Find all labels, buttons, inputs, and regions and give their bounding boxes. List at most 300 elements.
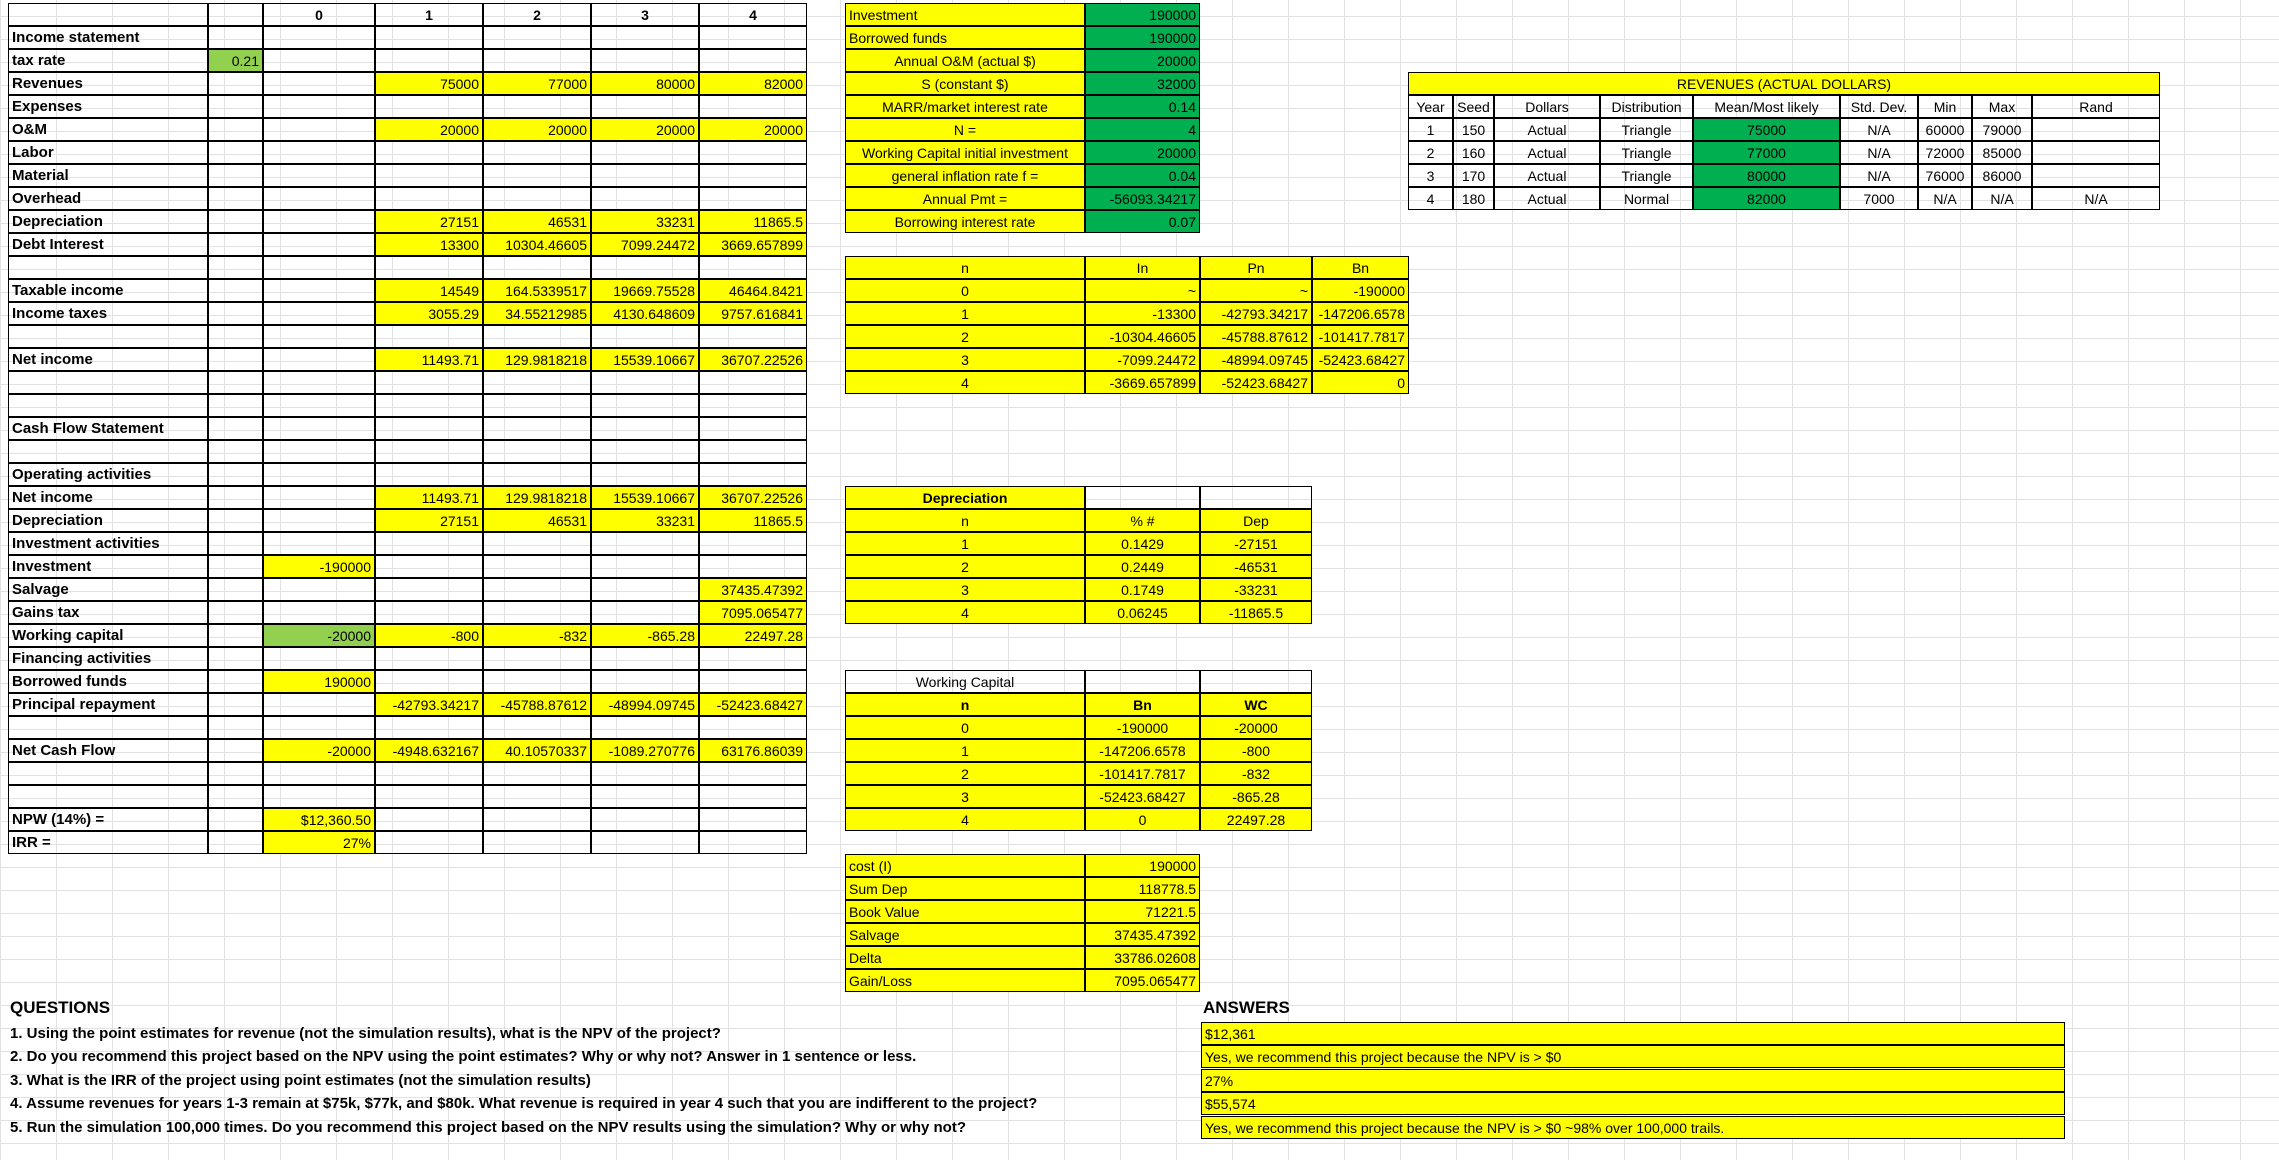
- grid-cell[interactable]: [8, 785, 208, 808]
- grid-cell[interactable]: [375, 95, 483, 118]
- grid-cell[interactable]: [263, 187, 375, 210]
- row-label[interactable]: Depreciation: [8, 509, 208, 532]
- taxable-income-cell[interactable]: 19669.75528: [591, 279, 699, 302]
- grid-cell[interactable]: [375, 555, 483, 578]
- grid-cell[interactable]: [375, 647, 483, 670]
- grid-cell[interactable]: [699, 95, 807, 118]
- revenues-cell[interactable]: Triangle: [1600, 118, 1693, 141]
- grid-cell[interactable]: [591, 601, 699, 624]
- loan-cell[interactable]: 2: [845, 325, 1085, 348]
- grid-cell[interactable]: [375, 417, 483, 440]
- wc-cell[interactable]: 0: [1085, 808, 1200, 831]
- grid-cell[interactable]: [8, 716, 208, 739]
- salvage-calc-value[interactable]: 7095.065477: [1085, 969, 1200, 992]
- revenues-cell[interactable]: 72000: [1918, 141, 1972, 164]
- grid-cell[interactable]: [1085, 486, 1200, 509]
- row-label[interactable]: Labor: [8, 141, 208, 164]
- principal-cell[interactable]: -52423.68427: [699, 693, 807, 716]
- grid-cell[interactable]: [699, 463, 807, 486]
- revenues-cell[interactable]: 150: [1453, 118, 1494, 141]
- grid-cell[interactable]: [375, 394, 483, 417]
- grid-cell[interactable]: [591, 785, 699, 808]
- row-label[interactable]: tax rate: [8, 49, 208, 72]
- revenues-cell[interactable]: 180: [1453, 187, 1494, 210]
- grid-cell[interactable]: [8, 440, 208, 463]
- param-label[interactable]: Working Capital initial investment: [845, 141, 1085, 164]
- grid-cell[interactable]: [208, 624, 263, 647]
- grid-cell[interactable]: [263, 302, 375, 325]
- revenues-cell[interactable]: Actual: [1494, 164, 1600, 187]
- depreciation-cell[interactable]: 33231: [591, 210, 699, 233]
- grid-cell[interactable]: [263, 440, 375, 463]
- revenues-cell[interactable]: 82000: [1693, 187, 1840, 210]
- grid-cell[interactable]: [699, 417, 807, 440]
- grid-cell[interactable]: [208, 440, 263, 463]
- grid-cell[interactable]: [208, 210, 263, 233]
- grid-cell[interactable]: [208, 601, 263, 624]
- investment-cell[interactable]: -190000: [263, 555, 375, 578]
- net-cash-flow-cell[interactable]: -4948.632167: [375, 739, 483, 762]
- grid-cell[interactable]: [591, 49, 699, 72]
- net-cash-flow-cell[interactable]: 40.10570337: [483, 739, 591, 762]
- revenues-cell[interactable]: 79000: [1972, 118, 2032, 141]
- grid-cell[interactable]: [263, 279, 375, 302]
- dep-cell[interactable]: -27151: [1200, 532, 1312, 555]
- cf-net-income-cell[interactable]: 36707.22526: [699, 486, 807, 509]
- grid-cell[interactable]: [483, 371, 591, 394]
- grid-cell[interactable]: [483, 187, 591, 210]
- row-label[interactable]: NPW (14%) =: [8, 808, 208, 831]
- grid-cell[interactable]: [208, 785, 263, 808]
- revenues-cell[interactable]: 75000: [1693, 118, 1840, 141]
- revenues-cell[interactable]: N/A: [1840, 118, 1918, 141]
- debt-interest-cell[interactable]: 7099.24472: [591, 233, 699, 256]
- revenues-cell[interactable]: N/A: [1840, 141, 1918, 164]
- salvage-cell[interactable]: 37435.47392: [699, 578, 807, 601]
- revenues-cell[interactable]: N/A: [1840, 164, 1918, 187]
- cf-net-income-cell[interactable]: 129.9818218: [483, 486, 591, 509]
- revenues-cell[interactable]: 4: [1408, 187, 1453, 210]
- param-label[interactable]: MARR/market interest rate: [845, 95, 1085, 118]
- grid-cell[interactable]: [208, 486, 263, 509]
- loan-cell[interactable]: 3: [845, 348, 1085, 371]
- row-label[interactable]: Operating activities: [8, 463, 208, 486]
- grid-cell[interactable]: [483, 555, 591, 578]
- revenues-cell[interactable]: Actual: [1494, 141, 1600, 164]
- revenues-cell[interactable]: Actual: [1494, 118, 1600, 141]
- cf-depreciation-cell[interactable]: 27151: [375, 509, 483, 532]
- wc-cell[interactable]: 4: [845, 808, 1085, 831]
- salvage-calc-value[interactable]: 37435.47392: [1085, 923, 1200, 946]
- wc-cell[interactable]: 3: [845, 785, 1085, 808]
- grid-cell[interactable]: [263, 325, 375, 348]
- revenues-cell[interactable]: 85000: [1972, 141, 2032, 164]
- revenues-cell[interactable]: 77000: [1693, 141, 1840, 164]
- working-capital-cell[interactable]: -800: [375, 624, 483, 647]
- grid-cell[interactable]: [375, 601, 483, 624]
- grid-cell[interactable]: [375, 463, 483, 486]
- grid-cell[interactable]: [375, 371, 483, 394]
- dep-cell[interactable]: 0.1429: [1085, 532, 1200, 555]
- revenues-cell[interactable]: 1: [1408, 118, 1453, 141]
- row-label[interactable]: Debt Interest: [8, 233, 208, 256]
- param-value[interactable]: 190000: [1085, 3, 1200, 26]
- grid-cell[interactable]: [483, 141, 591, 164]
- grid-cell[interactable]: [208, 716, 263, 739]
- grid-cell[interactable]: [208, 325, 263, 348]
- grid-cell[interactable]: [263, 118, 375, 141]
- answer-cell[interactable]: Yes, we recommend this project because the NPV is > $0 ~98% over 100,000 trails.: [1201, 1116, 2065, 1139]
- grid-cell[interactable]: [208, 578, 263, 601]
- loan-header[interactable]: In: [1085, 256, 1200, 279]
- working-capital-cell[interactable]: -20000: [263, 624, 375, 647]
- column-header[interactable]: 0: [263, 3, 375, 26]
- cf-net-income-cell[interactable]: 11493.71: [375, 486, 483, 509]
- grid-cell[interactable]: [591, 463, 699, 486]
- grid-cell[interactable]: [699, 785, 807, 808]
- salvage-calc-label[interactable]: cost (I): [845, 854, 1085, 877]
- grid-cell[interactable]: [591, 26, 699, 49]
- working-capital-cell[interactable]: -865.28: [591, 624, 699, 647]
- param-value[interactable]: 32000: [1085, 72, 1200, 95]
- debt-interest-cell[interactable]: 3669.657899: [699, 233, 807, 256]
- grid-cell[interactable]: [208, 72, 263, 95]
- revenues-cell[interactable]: Triangle: [1600, 164, 1693, 187]
- grid-cell[interactable]: [263, 417, 375, 440]
- header-blank[interactable]: [208, 3, 263, 26]
- grid-cell[interactable]: [263, 95, 375, 118]
- grid-cell[interactable]: [208, 417, 263, 440]
- grid-cell[interactable]: [208, 739, 263, 762]
- wc-cell[interactable]: -800: [1200, 739, 1312, 762]
- revenues-cell[interactable]: 170: [1453, 164, 1494, 187]
- dep-cell[interactable]: 1: [845, 532, 1085, 555]
- loan-cell[interactable]: -147206.6578: [1312, 302, 1409, 325]
- grid-cell[interactable]: [591, 394, 699, 417]
- revenue-cell[interactable]: 82000: [699, 72, 807, 95]
- loan-cell[interactable]: 4: [845, 371, 1085, 394]
- grid-cell[interactable]: [263, 509, 375, 532]
- revenues-cell[interactable]: Triangle: [1600, 141, 1693, 164]
- grid-cell[interactable]: [699, 187, 807, 210]
- param-value[interactable]: 20000: [1085, 49, 1200, 72]
- grid-cell[interactable]: [208, 348, 263, 371]
- revenues-cell[interactable]: 3: [1408, 164, 1453, 187]
- grid-cell[interactable]: [208, 532, 263, 555]
- dep-cell[interactable]: 0.06245: [1085, 601, 1200, 624]
- grid-cell[interactable]: [263, 463, 375, 486]
- row-label[interactable]: Depreciation: [8, 210, 208, 233]
- grid-cell[interactable]: [483, 440, 591, 463]
- grid-cell[interactable]: [263, 762, 375, 785]
- wc-cell[interactable]: 1: [845, 739, 1085, 762]
- grid-cell[interactable]: [483, 808, 591, 831]
- loan-cell[interactable]: -52423.68427: [1200, 371, 1312, 394]
- wc-cell[interactable]: -101417.7817: [1085, 762, 1200, 785]
- wc-cell[interactable]: 2: [845, 762, 1085, 785]
- net-income-cell[interactable]: 129.9818218: [483, 348, 591, 371]
- grid-cell[interactable]: [699, 670, 807, 693]
- grid-cell[interactable]: [208, 279, 263, 302]
- dep-cell[interactable]: 0.1749: [1085, 578, 1200, 601]
- principal-cell[interactable]: -48994.09745: [591, 693, 699, 716]
- grid-cell[interactable]: [699, 141, 807, 164]
- salvage-calc-label[interactable]: Delta: [845, 946, 1085, 969]
- grid-cell[interactable]: [375, 578, 483, 601]
- net-cash-flow-cell[interactable]: -1089.270776: [591, 739, 699, 762]
- loan-cell[interactable]: -42793.34217: [1200, 302, 1312, 325]
- grid-cell[interactable]: [208, 808, 263, 831]
- grid-cell[interactable]: [208, 118, 263, 141]
- grid-cell[interactable]: [1200, 486, 1312, 509]
- grid-cell[interactable]: [1200, 670, 1312, 693]
- wc-cell[interactable]: -147206.6578: [1085, 739, 1200, 762]
- grid-cell[interactable]: [375, 716, 483, 739]
- wc-cell[interactable]: -190000: [1085, 716, 1200, 739]
- grid-cell[interactable]: [483, 256, 591, 279]
- depreciation-cell[interactable]: 27151: [375, 210, 483, 233]
- revenues-cell[interactable]: 2: [1408, 141, 1453, 164]
- revenues-cell[interactable]: [2032, 118, 2160, 141]
- row-label[interactable]: Working capital: [8, 624, 208, 647]
- grid-cell[interactable]: [375, 785, 483, 808]
- column-header[interactable]: 1: [375, 3, 483, 26]
- depreciation-cell[interactable]: 46531: [483, 210, 591, 233]
- grid-cell[interactable]: [591, 187, 699, 210]
- wc-cell[interactable]: 0: [845, 716, 1085, 739]
- grid-cell[interactable]: [483, 394, 591, 417]
- grid-cell[interactable]: [208, 670, 263, 693]
- param-label[interactable]: Borrowing interest rate: [845, 210, 1085, 233]
- revenues-cell[interactable]: 7000: [1840, 187, 1918, 210]
- grid-cell[interactable]: [375, 26, 483, 49]
- revenues-header[interactable]: Year: [1408, 95, 1453, 118]
- row-label[interactable]: Net income: [8, 348, 208, 371]
- salvage-calc-label[interactable]: Book Value: [845, 900, 1085, 923]
- grid-cell[interactable]: [208, 509, 263, 532]
- om-cell[interactable]: 20000: [699, 118, 807, 141]
- revenues-cell[interactable]: [2032, 164, 2160, 187]
- grid-cell[interactable]: [483, 670, 591, 693]
- wc-cell[interactable]: -20000: [1200, 716, 1312, 739]
- grid-cell[interactable]: [208, 831, 263, 854]
- grid-cell[interactable]: [208, 233, 263, 256]
- row-label[interactable]: Financing activities: [8, 647, 208, 670]
- salvage-calc-label[interactable]: Sum Dep: [845, 877, 1085, 900]
- row-label[interactable]: Net Cash Flow: [8, 739, 208, 762]
- row-label[interactable]: Expenses: [8, 95, 208, 118]
- grid-cell[interactable]: [699, 26, 807, 49]
- net-income-cell[interactable]: 11493.71: [375, 348, 483, 371]
- grid-cell[interactable]: [208, 256, 263, 279]
- salvage-calc-value[interactable]: 190000: [1085, 854, 1200, 877]
- taxable-income-cell[interactable]: 46464.8421: [699, 279, 807, 302]
- dep-cell[interactable]: 4: [845, 601, 1085, 624]
- row-label[interactable]: Income taxes: [8, 302, 208, 325]
- grid-cell[interactable]: [375, 49, 483, 72]
- grid-cell[interactable]: [208, 164, 263, 187]
- grid-cell[interactable]: [483, 95, 591, 118]
- grid-cell[interactable]: [8, 762, 208, 785]
- grid-cell[interactable]: [591, 256, 699, 279]
- wc-header[interactable]: Bn: [1085, 693, 1200, 716]
- grid-cell[interactable]: [208, 693, 263, 716]
- grid-cell[interactable]: [263, 141, 375, 164]
- wc-cell[interactable]: -865.28: [1200, 785, 1312, 808]
- revenues-header[interactable]: Max: [1972, 95, 2032, 118]
- cf-net-income-cell[interactable]: 15539.10667: [591, 486, 699, 509]
- irr-value[interactable]: 27%: [263, 831, 375, 854]
- wc-header[interactable]: WC: [1200, 693, 1312, 716]
- grid-cell[interactable]: [591, 371, 699, 394]
- revenues-cell[interactable]: N/A: [2032, 187, 2160, 210]
- grid-cell[interactable]: [699, 762, 807, 785]
- dep-cell[interactable]: -11865.5: [1200, 601, 1312, 624]
- revenues-cell[interactable]: 160: [1453, 141, 1494, 164]
- grid-cell[interactable]: [263, 164, 375, 187]
- param-value[interactable]: 4: [1085, 118, 1200, 141]
- principal-cell[interactable]: -45788.87612: [483, 693, 591, 716]
- working-capital-cell[interactable]: -832: [483, 624, 591, 647]
- grid-cell[interactable]: [263, 72, 375, 95]
- grid-cell[interactable]: [208, 26, 263, 49]
- salvage-calc-label[interactable]: Salvage: [845, 923, 1085, 946]
- row-label[interactable]: O&M: [8, 118, 208, 141]
- grid-cell[interactable]: [591, 532, 699, 555]
- grid-cell[interactable]: [591, 95, 699, 118]
- grid-cell[interactable]: [208, 463, 263, 486]
- param-value[interactable]: -56093.34217: [1085, 187, 1200, 210]
- dep-cell[interactable]: 2: [845, 555, 1085, 578]
- param-value[interactable]: 190000: [1085, 26, 1200, 49]
- cf-depreciation-cell[interactable]: 46531: [483, 509, 591, 532]
- grid-cell[interactable]: [263, 49, 375, 72]
- answer-cell[interactable]: Yes, we recommend this project because the NPV is > $0: [1201, 1045, 2065, 1068]
- header-blank[interactable]: [8, 3, 208, 26]
- grid-cell[interactable]: [591, 716, 699, 739]
- grid-cell[interactable]: [8, 394, 208, 417]
- revenues-cell[interactable]: 80000: [1693, 164, 1840, 187]
- loan-cell[interactable]: -7099.24472: [1085, 348, 1200, 371]
- grid-cell[interactable]: [8, 371, 208, 394]
- grid-cell[interactable]: [483, 164, 591, 187]
- grid-cell[interactable]: [483, 417, 591, 440]
- grid-cell[interactable]: [699, 325, 807, 348]
- dep-cell[interactable]: 0.2449: [1085, 555, 1200, 578]
- param-value[interactable]: 0.07: [1085, 210, 1200, 233]
- grid-cell[interactable]: [263, 210, 375, 233]
- income-tax-cell[interactable]: 34.55212985: [483, 302, 591, 325]
- revenues-header[interactable]: Rand: [2032, 95, 2160, 118]
- param-label[interactable]: Investment: [845, 3, 1085, 26]
- grid-cell[interactable]: [8, 325, 208, 348]
- param-value[interactable]: 0.04: [1085, 164, 1200, 187]
- revenues-cell[interactable]: 76000: [1918, 164, 1972, 187]
- grid-cell[interactable]: [483, 463, 591, 486]
- salvage-calc-label[interactable]: Gain/Loss: [845, 969, 1085, 992]
- grid-cell[interactable]: [375, 762, 483, 785]
- grid-cell[interactable]: [375, 141, 483, 164]
- revenues-cell[interactable]: [2032, 141, 2160, 164]
- param-label[interactable]: general inflation rate f =: [845, 164, 1085, 187]
- grid-cell[interactable]: [263, 716, 375, 739]
- answer-cell[interactable]: $55,574: [1201, 1092, 2065, 1115]
- loan-cell[interactable]: 0: [845, 279, 1085, 302]
- income-tax-cell[interactable]: 9757.616841: [699, 302, 807, 325]
- grid-cell[interactable]: [263, 233, 375, 256]
- grid-cell[interactable]: [591, 647, 699, 670]
- grid-cell[interactable]: [483, 601, 591, 624]
- grid-cell[interactable]: [483, 532, 591, 555]
- param-value[interactable]: 20000: [1085, 141, 1200, 164]
- grid-cell[interactable]: [263, 532, 375, 555]
- grid-cell[interactable]: [1085, 670, 1200, 693]
- grid-cell[interactable]: [699, 831, 807, 854]
- revenues-cell[interactable]: 60000: [1918, 118, 1972, 141]
- grid-cell[interactable]: [483, 785, 591, 808]
- grid-cell[interactable]: [591, 141, 699, 164]
- loan-cell[interactable]: -48994.09745: [1200, 348, 1312, 371]
- grid-cell[interactable]: [699, 716, 807, 739]
- grid-cell[interactable]: [263, 647, 375, 670]
- revenues-cell[interactable]: Actual: [1494, 187, 1600, 210]
- taxable-income-cell[interactable]: 164.5339517: [483, 279, 591, 302]
- grid-cell[interactable]: [483, 647, 591, 670]
- row-label[interactable]: Overhead: [8, 187, 208, 210]
- row-label[interactable]: Revenues: [8, 72, 208, 95]
- gains-tax-cell[interactable]: 7095.065477: [699, 601, 807, 624]
- dep-cell[interactable]: -46531: [1200, 555, 1312, 578]
- grid-cell[interactable]: [208, 762, 263, 785]
- om-cell[interactable]: 20000: [375, 118, 483, 141]
- grid-cell[interactable]: [699, 394, 807, 417]
- om-cell[interactable]: 20000: [591, 118, 699, 141]
- grid-cell[interactable]: [591, 762, 699, 785]
- grid-cell[interactable]: [263, 348, 375, 371]
- row-label[interactable]: IRR =: [8, 831, 208, 854]
- grid-cell[interactable]: [375, 325, 483, 348]
- loan-cell[interactable]: 1: [845, 302, 1085, 325]
- om-cell[interactable]: 20000: [483, 118, 591, 141]
- param-label[interactable]: N =: [845, 118, 1085, 141]
- loan-cell[interactable]: -3669.657899: [1085, 371, 1200, 394]
- grid-cell[interactable]: [208, 394, 263, 417]
- revenues-header[interactable]: Min: [1918, 95, 1972, 118]
- row-label[interactable]: Cash Flow Statement: [8, 417, 208, 440]
- grid-cell[interactable]: [483, 762, 591, 785]
- row-label[interactable]: Material: [8, 164, 208, 187]
- depreciation-title[interactable]: Depreciation: [845, 486, 1085, 509]
- net-cash-flow-cell[interactable]: -20000: [263, 739, 375, 762]
- param-label[interactable]: Borrowed funds: [845, 26, 1085, 49]
- grid-cell[interactable]: [208, 141, 263, 164]
- grid-cell[interactable]: [483, 325, 591, 348]
- grid-cell[interactable]: [483, 716, 591, 739]
- debt-interest-cell[interactable]: 13300: [375, 233, 483, 256]
- grid-cell[interactable]: [263, 785, 375, 808]
- grid-cell[interactable]: [699, 164, 807, 187]
- grid-cell[interactable]: [591, 670, 699, 693]
- grid-cell[interactable]: [208, 187, 263, 210]
- tax-rate-value[interactable]: 0.21: [208, 49, 263, 72]
- principal-cell[interactable]: -42793.34217: [375, 693, 483, 716]
- column-header[interactable]: 3: [591, 3, 699, 26]
- grid-cell[interactable]: [591, 440, 699, 463]
- row-label[interactable]: Net income: [8, 486, 208, 509]
- grid-cell[interactable]: [699, 440, 807, 463]
- grid-cell[interactable]: [483, 831, 591, 854]
- dep-header[interactable]: Dep: [1200, 509, 1312, 532]
